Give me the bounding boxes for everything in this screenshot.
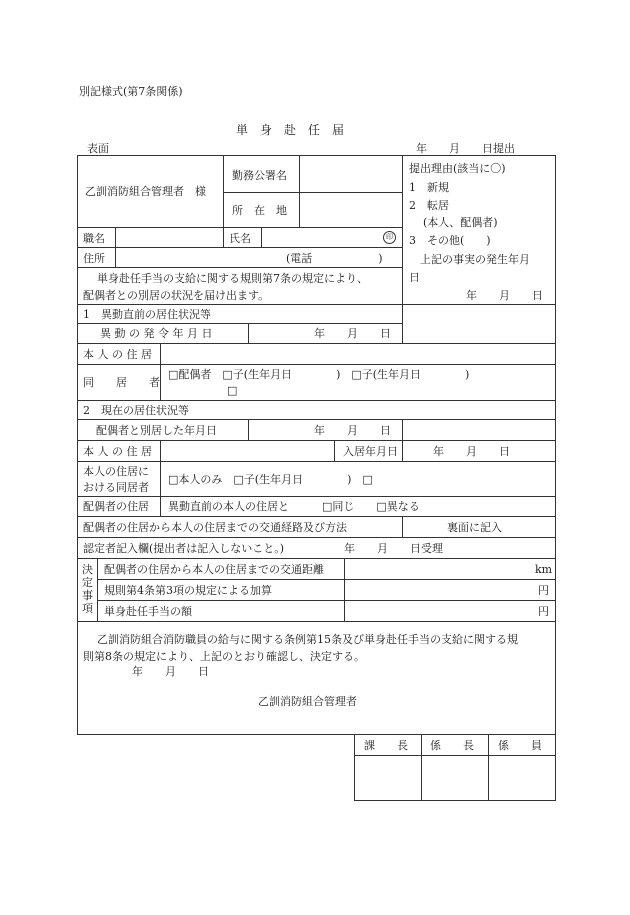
reason-occurrence-date: 年 月 日 xyxy=(466,289,543,302)
office-label: 勤務公署名 xyxy=(232,169,287,182)
decision-row-3-unit: 円 xyxy=(538,605,549,618)
reason-item-1: 1 新規 xyxy=(409,181,449,194)
addressee: 乙訓消防組合管理者 様 xyxy=(85,185,206,198)
decision-row-1-unit: km xyxy=(535,563,553,576)
submit-date: 年 月 日提出 xyxy=(416,142,515,155)
order-date-value: 年 月 日 xyxy=(314,327,391,340)
spouse-residence-label: 配偶者の住居 xyxy=(83,500,149,513)
movein-value: 年 月 日 xyxy=(433,445,510,458)
reason-occurrence: 上記の事実の発生年月 xyxy=(420,253,530,266)
section2-heading: 2 現在の居住状況等 xyxy=(83,404,189,417)
reason-item-2-sub: (本人、配偶者) xyxy=(423,216,498,229)
s2-residence-label: 本 人 の 住 居 xyxy=(83,445,152,458)
certifier-label: 認定者記入欄(提出者は記入しないこと。) xyxy=(83,542,285,555)
order-date-label: 異 動 の 発 令 年 月 日 xyxy=(100,327,213,340)
job-title-label: 職名 xyxy=(83,232,105,245)
name-label: 氏名 xyxy=(229,232,251,245)
s1-cohabitant-label: 同 居 者 xyxy=(83,376,160,389)
s1-cohabitant-line-2: □ xyxy=(227,384,238,397)
s2-cohabitant-label-1: 本人の住居に xyxy=(83,465,149,478)
separation-value: 年 月 日 xyxy=(314,424,391,437)
phone-label: (電話 ) xyxy=(286,252,383,265)
s2-cohabitant-label-2: おける同居者 xyxy=(83,481,149,494)
declaration-line-1: 単身赴任手当の支給に関する規則第7条の規定により、 xyxy=(97,272,368,285)
confirmation-line-1: 乙訓消防組合消防職員の給与に関する条例第15条及び単身赴任手当の支給に関する規 xyxy=(97,633,518,646)
section1-heading: 1 異動直前の居住状況等 xyxy=(83,308,211,321)
page-title: 単 身 赴 任 届 xyxy=(236,123,345,137)
spouse-residence-value: 異動直前の本人の住居と □同じ □異なる xyxy=(168,500,420,513)
approval-subchief: 係 長 xyxy=(430,739,474,752)
approval-chief: 課 長 xyxy=(364,739,408,752)
manager-name: 乙訓消防組合管理者 xyxy=(258,695,357,708)
s2-cohabitant-value: □本人のみ □子(生年月日 ) □ xyxy=(168,473,373,486)
seal-mark: 印 xyxy=(383,231,396,244)
decision-side-2: 定 xyxy=(82,576,93,589)
route-value: 裏面に記入 xyxy=(447,521,502,534)
separation-label: 配偶者と別居した年月日 xyxy=(96,424,217,437)
decision-side-1: 決 xyxy=(82,563,93,576)
omote-label: 表面 xyxy=(87,142,109,155)
form-label: 別記様式(第7条関係) xyxy=(79,85,183,98)
confirmation-line-2: 則第8条の規定により、上記のとおり確認し、決定する。 xyxy=(83,650,365,663)
s1-cohabitant-line-1: □配偶者 □子(生年月日 ) □子(生年月日 ) xyxy=(168,368,470,381)
certifier-date: 年 月 日受理 xyxy=(344,542,443,555)
approval-staff: 係 員 xyxy=(498,739,542,752)
reason-heading: 提出理由(該当に〇) xyxy=(409,162,506,175)
reason-item-2: 2 転居 xyxy=(409,199,449,212)
decision-side-4: 項 xyxy=(82,602,93,615)
confirmation-date: 年 月 日 xyxy=(132,665,209,678)
route-label: 配偶者の住居から本人の住居までの交通経路及び方法 xyxy=(83,521,347,534)
address-label: 住所 xyxy=(83,252,105,265)
decision-row-1: 配偶者の住居から本人の住居までの交通距離 xyxy=(104,563,324,576)
decision-row-2-unit: 円 xyxy=(538,584,549,597)
declaration-line-2: 配偶者との別居の状況を届け出ます。 xyxy=(83,289,270,302)
movein-label: 入居年月日 xyxy=(343,445,398,458)
decision-side-3: 事 xyxy=(82,589,93,602)
location-label: 所 在 地 xyxy=(232,204,287,217)
decision-row-2: 規則第4条第3項の規定による加算 xyxy=(104,584,272,597)
decision-row-3: 単身赴任手当の額 xyxy=(104,605,192,618)
reason-occurrence-tail: 日 xyxy=(409,271,420,284)
s1-residence-label: 本 人 の 住 居 xyxy=(83,348,152,361)
reason-item-3: 3 その他( ) xyxy=(409,234,491,247)
